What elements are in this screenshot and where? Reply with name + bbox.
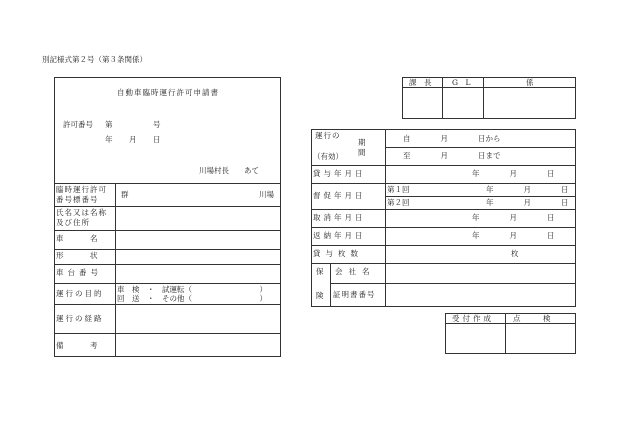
form-number: 別記様式第２号（第３条関係） (42, 55, 147, 64)
divider (115, 183, 116, 357)
divider (311, 245, 576, 246)
insurance-label-2: 険 (316, 291, 324, 300)
plate-number-label-2: 番号標番号 (56, 195, 99, 204)
divider (311, 263, 576, 264)
cancel-date-label: 取消年月日 (313, 213, 366, 222)
divider (54, 333, 281, 334)
check-head-inspection: 点 検 (513, 314, 551, 323)
plate-suffix: 川場 (259, 190, 274, 199)
vehicle-name-label: 車 名 (56, 234, 99, 243)
divider (483, 77, 484, 119)
divider (445, 323, 576, 324)
name-address-label-1: 氏名又は名称 (56, 208, 107, 217)
plate-prefix: 群 (121, 190, 129, 199)
lend-date-label: 貸与年月日 (313, 169, 366, 178)
date-day: 日 (153, 135, 161, 144)
purpose-line-2: 回 送 ・ その他（ ） (117, 294, 267, 303)
reminder-first-label: 第１回 (387, 185, 410, 194)
approval-head-manager: 課 長 (409, 78, 432, 87)
name-address-label-2: 及び住所 (56, 218, 90, 227)
reminder-first-value: 年 月 日 (486, 185, 569, 194)
permit-no-suffix: 号 (153, 120, 161, 129)
cancel-date-value: 年 月 日 (472, 213, 555, 222)
divider (385, 147, 576, 148)
lend-count-unit: 枚 (511, 249, 519, 258)
period-label-3: 間 (358, 148, 366, 157)
divider (54, 283, 281, 284)
insurance-company-label: 会社名 (335, 267, 376, 276)
route-label: 運行の経路 (56, 314, 104, 323)
chassis-number-label: 車台番号 (56, 268, 102, 277)
divider (54, 249, 281, 250)
reminder-second-value: 年 月 日 (486, 198, 569, 207)
certificate-number-label: 証明書番号 (333, 290, 376, 299)
divider (311, 183, 576, 184)
period-from: 自 月 日から (403, 134, 501, 143)
divider (442, 77, 443, 119)
form-title: 自動車臨時運行許可申請書 (117, 88, 219, 97)
divider (54, 183, 281, 184)
insurance-label-1: 保 (316, 267, 324, 276)
divider (311, 227, 576, 228)
divider (385, 129, 386, 307)
reminder-second-label: 第２回 (387, 198, 410, 207)
approval-head-staff: 係 (526, 78, 534, 87)
reminder-date-label: 督促年月日 (313, 191, 366, 200)
remarks-label: 備 考 (56, 341, 99, 350)
return-date-value: 年 月 日 (472, 231, 555, 240)
divider (54, 206, 281, 207)
period-to: 至 月 日まで (403, 151, 501, 160)
addressee: 川場村長 あて (199, 166, 259, 175)
divider (311, 209, 576, 210)
purpose-line-1: 車 検 ・ 試運転（ ） (117, 285, 267, 294)
divider (54, 264, 281, 265)
divider (330, 283, 576, 284)
plate-number-label-1: 臨時運行許可 (56, 185, 107, 194)
permit-no-label: 許可番号 (63, 120, 93, 129)
return-date-label: 返納年月日 (313, 231, 366, 240)
period-label-4: （有効） (313, 152, 343, 161)
date-year: 年 (105, 135, 113, 144)
divider (505, 313, 506, 354)
divider (54, 304, 281, 305)
period-label-2: 期 (358, 138, 366, 147)
date-month: 月 (129, 135, 137, 144)
lend-date-value: 年 月 日 (472, 169, 555, 178)
permit-no-prefix: 第 (105, 120, 113, 129)
divider (402, 87, 576, 88)
divider (330, 263, 331, 307)
period-label-1: 運行の (315, 131, 341, 140)
divider (311, 165, 576, 166)
check-head-reception: 受付作成 (452, 314, 494, 323)
model-label: 形 状 (56, 251, 99, 260)
lend-count-label: 貸与枚数 (313, 249, 363, 258)
purpose-label: 運行の目的 (56, 289, 104, 298)
approval-head-gl: G L (452, 78, 471, 87)
divider (385, 196, 576, 197)
divider (54, 230, 281, 231)
